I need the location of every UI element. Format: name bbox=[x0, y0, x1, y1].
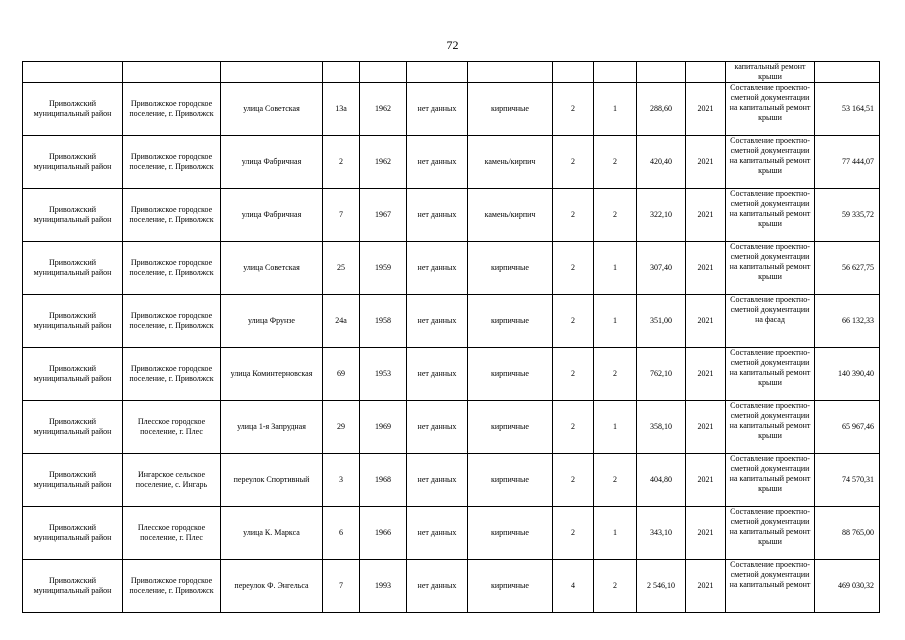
year-cell: 1968 bbox=[360, 454, 407, 507]
area-cell: 420,40 bbox=[637, 136, 686, 189]
street-cell: улица Советская bbox=[221, 83, 323, 136]
extra-cell: нет данных bbox=[407, 189, 468, 242]
housing-table bbox=[22, 61, 880, 613]
table-row bbox=[23, 242, 880, 295]
floors-cell: 2 bbox=[553, 454, 594, 507]
material-cell: кирпичные bbox=[468, 83, 553, 136]
plan-year-cell: 2021 bbox=[686, 560, 726, 613]
cost-cell: 56 627,75 bbox=[815, 242, 880, 295]
work-cell: Составление проектно-сметной документации на капитальный ремонт крыши bbox=[726, 401, 815, 454]
year-cell: 1953 bbox=[360, 348, 407, 401]
house-cell: 2 bbox=[323, 136, 360, 189]
plan-year-cell: 2021 bbox=[686, 348, 726, 401]
street-cell: переулок Спортивный bbox=[221, 454, 323, 507]
district-cell: Приволжский муниципальный район bbox=[23, 242, 123, 295]
floors-cell: 2 bbox=[553, 348, 594, 401]
plan-year-cell: 2021 bbox=[686, 295, 726, 348]
cost-cell: 65 967,46 bbox=[815, 401, 880, 454]
settlement-cell: Плесское городское поселение, г. Плес bbox=[123, 401, 221, 454]
settlement-cell: Плесское городское поселение, г. Плес bbox=[123, 507, 221, 560]
extra-cell: нет данных bbox=[407, 242, 468, 295]
material-cell: кирпичные bbox=[468, 507, 553, 560]
material-cell: кирпичные bbox=[468, 242, 553, 295]
plan-year-cell bbox=[686, 62, 726, 83]
table-row bbox=[23, 507, 880, 560]
floors-cell: 2 bbox=[553, 136, 594, 189]
cost-cell: 66 132,33 bbox=[815, 295, 880, 348]
material-cell: кирпичные bbox=[468, 295, 553, 348]
street-cell: улица Советская bbox=[221, 242, 323, 295]
table-row bbox=[23, 189, 880, 242]
house-cell: 7 bbox=[323, 560, 360, 613]
floors-cell: 2 bbox=[553, 295, 594, 348]
year-cell: 1966 bbox=[360, 507, 407, 560]
page-number: 72 bbox=[446, 38, 459, 52]
floors-cell: 2 bbox=[553, 83, 594, 136]
house-cell: 29 bbox=[323, 401, 360, 454]
settlement-cell: Приволжское городское поселение, г. Приволжск bbox=[123, 136, 221, 189]
plan-year-cell: 2021 bbox=[686, 454, 726, 507]
plan-year-cell: 2021 bbox=[686, 136, 726, 189]
table-row bbox=[23, 83, 880, 136]
district-cell: Приволжский муниципальный район bbox=[23, 295, 123, 348]
year-cell bbox=[360, 62, 407, 83]
street-cell: улица Фрунзе bbox=[221, 295, 323, 348]
entrances-cell: 2 bbox=[594, 136, 637, 189]
work-cell: Составление проектно-сметной документации на капитальный ремонт крыши bbox=[726, 242, 815, 295]
table-row bbox=[23, 454, 880, 507]
material-cell: кирпичные bbox=[468, 454, 553, 507]
entrances-cell: 2 bbox=[594, 348, 637, 401]
year-cell: 1962 bbox=[360, 83, 407, 136]
district-cell: Приволжский муниципальный район bbox=[23, 189, 123, 242]
extra-cell: нет данных bbox=[407, 295, 468, 348]
street-cell: улица К. Маркса bbox=[221, 507, 323, 560]
street-cell: улица Фабричная bbox=[221, 136, 323, 189]
floors-cell bbox=[553, 62, 594, 83]
area-cell: 2 546,10 bbox=[637, 560, 686, 613]
street-cell: переулок Ф. Энгельса bbox=[221, 560, 323, 613]
material-cell: кирпичные bbox=[468, 348, 553, 401]
work-cell: Составление проектно-сметной документации на капитальный ремонт bbox=[726, 560, 815, 613]
extra-cell: нет данных bbox=[407, 454, 468, 507]
district-cell: Приволжский муниципальный район bbox=[23, 560, 123, 613]
work-cell: Составление проектно-сметной документации на капитальный ремонт крыши bbox=[726, 507, 815, 560]
extra-cell: нет данных bbox=[407, 348, 468, 401]
year-cell: 1962 bbox=[360, 136, 407, 189]
material-cell bbox=[468, 62, 553, 83]
floors-cell: 2 bbox=[553, 242, 594, 295]
material-cell: камень/кирпич bbox=[468, 136, 553, 189]
house-cell: 69 bbox=[323, 348, 360, 401]
entrances-cell: 1 bbox=[594, 242, 637, 295]
material-cell: кирпичные bbox=[468, 560, 553, 613]
street-cell bbox=[221, 62, 323, 83]
extra-cell bbox=[407, 62, 468, 83]
district-cell: Приволжский муниципальный район bbox=[23, 401, 123, 454]
house-cell: 7 bbox=[323, 189, 360, 242]
district-cell: Приволжский муниципальный район bbox=[23, 136, 123, 189]
table-row bbox=[23, 136, 880, 189]
house-cell: 24а bbox=[323, 295, 360, 348]
material-cell: камень/кирпич bbox=[468, 189, 553, 242]
street-cell: улица Фабричная bbox=[221, 189, 323, 242]
table-row bbox=[23, 560, 880, 613]
district-cell bbox=[23, 62, 123, 83]
district-cell: Приволжский муниципальный район bbox=[23, 83, 123, 136]
work-cell: капитальный ремонт крыши bbox=[726, 62, 815, 83]
district-cell: Приволжский муниципальный район bbox=[23, 454, 123, 507]
extra-cell: нет данных bbox=[407, 83, 468, 136]
plan-year-cell: 2021 bbox=[686, 83, 726, 136]
floors-cell: 2 bbox=[553, 507, 594, 560]
district-cell: Приволжский муниципальный район bbox=[23, 507, 123, 560]
entrances-cell: 2 bbox=[594, 560, 637, 613]
street-cell: улица 1-я Запрудная bbox=[221, 401, 323, 454]
plan-year-cell: 2021 bbox=[686, 401, 726, 454]
year-cell: 1959 bbox=[360, 242, 407, 295]
district-cell: Приволжский муниципальный район bbox=[23, 348, 123, 401]
year-cell: 1993 bbox=[360, 560, 407, 613]
extra-cell: нет данных bbox=[407, 507, 468, 560]
area-cell: 351,00 bbox=[637, 295, 686, 348]
area-cell: 358,10 bbox=[637, 401, 686, 454]
cost-cell: 469 030,32 bbox=[815, 560, 880, 613]
work-cell: Составление проектно-сметной документации на капитальный ремонт крыши bbox=[726, 348, 815, 401]
work-cell: Составление проектно-сметной документации на капитальный ремонт крыши bbox=[726, 136, 815, 189]
floors-cell: 2 bbox=[553, 189, 594, 242]
house-cell: 25 bbox=[323, 242, 360, 295]
work-cell: Составление проектно-сметной документации на капитальный ремонт крыши bbox=[726, 189, 815, 242]
entrances-cell bbox=[594, 62, 637, 83]
entrances-cell: 1 bbox=[594, 295, 637, 348]
area-cell: 307,40 bbox=[637, 242, 686, 295]
area-cell: 322,10 bbox=[637, 189, 686, 242]
table-row bbox=[23, 401, 880, 454]
table-row bbox=[23, 295, 880, 348]
cost-cell: 140 390,40 bbox=[815, 348, 880, 401]
settlement-cell: Приволжское городское поселение, г. Приволжск bbox=[123, 189, 221, 242]
area-cell: 762,10 bbox=[637, 348, 686, 401]
plan-year-cell: 2021 bbox=[686, 242, 726, 295]
house-cell: 3 bbox=[323, 454, 360, 507]
area-cell bbox=[637, 62, 686, 83]
entrances-cell: 1 bbox=[594, 83, 637, 136]
cost-cell bbox=[815, 62, 880, 83]
floors-cell: 2 bbox=[553, 401, 594, 454]
house-cell: 6 bbox=[323, 507, 360, 560]
entrances-cell: 1 bbox=[594, 401, 637, 454]
settlement-cell: Ингарское сельское поселение, с. Ингарь bbox=[123, 454, 221, 507]
table-body bbox=[23, 62, 880, 613]
table-row bbox=[23, 348, 880, 401]
house-cell bbox=[323, 62, 360, 83]
cost-cell: 53 164,51 bbox=[815, 83, 880, 136]
area-cell: 343,10 bbox=[637, 507, 686, 560]
entrances-cell: 2 bbox=[594, 454, 637, 507]
table-row bbox=[23, 62, 880, 83]
entrances-cell: 1 bbox=[594, 507, 637, 560]
year-cell: 1967 bbox=[360, 189, 407, 242]
work-cell: Составление проектно-сметной документации на капитальный ремонт крыши bbox=[726, 83, 815, 136]
entrances-cell: 2 bbox=[594, 189, 637, 242]
settlement-cell: Приволжское городское поселение, г. Приволжск bbox=[123, 242, 221, 295]
extra-cell: нет данных bbox=[407, 401, 468, 454]
house-cell: 13а bbox=[323, 83, 360, 136]
work-cell: Составление проектно-сметной документации на фасад bbox=[726, 295, 815, 348]
year-cell: 1969 bbox=[360, 401, 407, 454]
settlement-cell: Приволжское городское поселение, г. Приволжск bbox=[123, 348, 221, 401]
year-cell: 1958 bbox=[360, 295, 407, 348]
street-cell: улица Коминтерновская bbox=[221, 348, 323, 401]
area-cell: 288,60 bbox=[637, 83, 686, 136]
settlement-cell: Приволжское городское поселение, г. Приволжск bbox=[123, 295, 221, 348]
area-cell: 404,80 bbox=[637, 454, 686, 507]
cost-cell: 59 335,72 bbox=[815, 189, 880, 242]
cost-cell: 77 444,07 bbox=[815, 136, 880, 189]
plan-year-cell: 2021 bbox=[686, 507, 726, 560]
cost-cell: 74 570,31 bbox=[815, 454, 880, 507]
extra-cell: нет данных bbox=[407, 136, 468, 189]
cost-cell: 88 765,00 bbox=[815, 507, 880, 560]
settlement-cell bbox=[123, 62, 221, 83]
material-cell: кирпичные bbox=[468, 401, 553, 454]
work-cell: Составление проектно-сметной документации на капитальный ремонт крыши bbox=[726, 454, 815, 507]
settlement-cell: Приволжское городское поселение, г. Приволжск bbox=[123, 83, 221, 136]
floors-cell: 4 bbox=[553, 560, 594, 613]
extra-cell: нет данных bbox=[407, 560, 468, 613]
plan-year-cell: 2021 bbox=[686, 189, 726, 242]
settlement-cell: Приволжское городское поселение, г. Приволжск bbox=[123, 560, 221, 613]
